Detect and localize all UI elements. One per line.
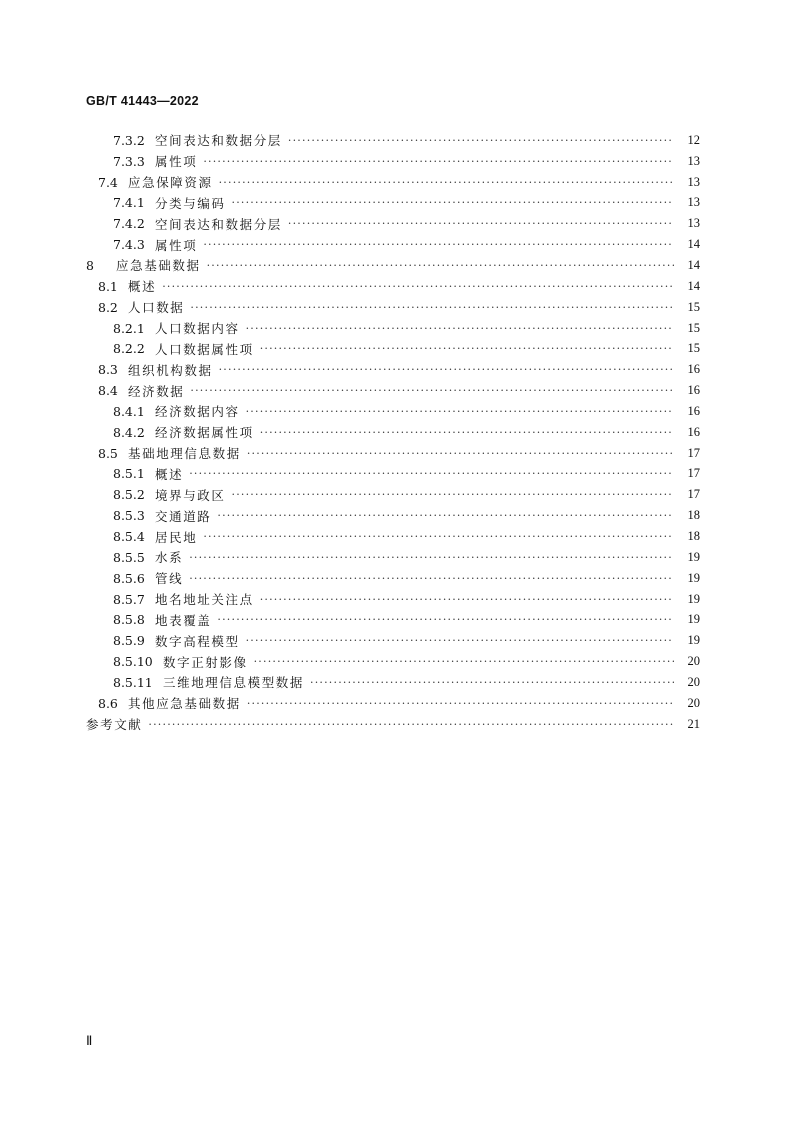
toc-entry-page: 17: [687, 466, 700, 481]
toc-entry-number: 8.5.7: [113, 591, 145, 607]
toc-entry[interactable]: [113, 401, 700, 422]
toc-entry[interactable]: [113, 568, 700, 589]
toc-leader-dots: [232, 197, 674, 208]
toc-entry-title: 居民地: [155, 529, 198, 545]
toc-entry-page: 19: [687, 570, 700, 585]
toc-entry-page: 20: [687, 695, 700, 710]
toc-entry-number: 7.3.3: [113, 153, 145, 169]
toc-entry[interactable]: [113, 213, 700, 234]
toc-entry-number: 8.5.11: [113, 674, 153, 690]
toc-entry-page: 15: [687, 341, 700, 356]
toc-entry-page: 17: [687, 445, 700, 460]
toc-leader-dots: [247, 698, 674, 709]
toc-entry-title: 数字正射影像: [163, 654, 248, 670]
page-number-footer: Ⅱ: [86, 1033, 93, 1048]
toc-entry[interactable]: [98, 359, 700, 380]
toc-entry[interactable]: [113, 505, 700, 526]
toc-entry-number: 8.3: [98, 362, 118, 378]
toc-entry[interactable]: [113, 339, 700, 360]
toc-entry-number: 8.5.8: [113, 612, 145, 628]
toc-entry-title: 交通道路: [155, 508, 212, 524]
toc-entry-title: 属性项: [155, 237, 198, 253]
toc-entry-number: 8.2.2: [113, 341, 145, 357]
toc-entry[interactable]: [113, 318, 700, 339]
toc-entry-title: 经济数据: [128, 383, 185, 399]
toc-entry-title: 经济数据属性项: [155, 425, 254, 441]
document-code-header: GB/T 41443—2022: [86, 94, 199, 108]
toc-leader-dots: [148, 719, 674, 730]
toc-entry-number: 7.4: [98, 174, 118, 190]
toc-leader-dots: [254, 656, 674, 667]
toc-entry-page: 15: [687, 299, 700, 314]
toc-leader-dots: [219, 177, 674, 188]
toc-entry-title: 空间表达和数据分层: [155, 133, 282, 149]
toc-entry-number: 8.6: [98, 695, 118, 711]
toc-entry[interactable]: [98, 443, 700, 464]
toc-entry-page: 18: [687, 529, 700, 544]
toc-entry[interactable]: [113, 610, 700, 631]
toc-leader-dots: [203, 156, 674, 167]
toc-entry[interactable]: [98, 276, 700, 297]
toc-entry-title: 概述: [155, 466, 184, 482]
toc-entry-number: 8.2: [98, 299, 118, 315]
toc-entry-page: 17: [687, 487, 700, 502]
toc-entry-number: 8: [86, 257, 94, 273]
toc-entry[interactable]: [113, 151, 700, 172]
toc-leader-dots: [217, 510, 674, 521]
toc-entry[interactable]: [113, 422, 700, 443]
toc-entry-page: 13: [687, 174, 700, 189]
toc-entry-number: 7.3.2: [113, 132, 145, 148]
toc-entry-number: 8.4: [98, 383, 118, 399]
toc-leader-dots: [203, 531, 674, 542]
toc-entry-page: 20: [687, 674, 700, 689]
toc-leader-dots: [232, 489, 674, 500]
toc-entry-number: 8.5.9: [113, 633, 145, 649]
toc-entry-page: 21: [687, 716, 700, 731]
toc-leader-dots: [190, 302, 674, 313]
toc-entry-title: 基础地理信息数据: [128, 446, 241, 462]
toc-entry-number: 8.5.5: [113, 549, 145, 565]
toc-entry-number: 8.5.3: [113, 508, 145, 524]
toc-entry-title: 组织机构数据: [128, 362, 213, 378]
toc-entry-page: 16: [687, 383, 700, 398]
toc-entry[interactable]: [98, 297, 700, 318]
toc-entry[interactable]: [113, 484, 700, 505]
toc-entry-title: 地表覆盖: [155, 612, 212, 628]
toc-entry-title: 应急基础数据: [116, 258, 201, 274]
toc-entry-page: 18: [687, 508, 700, 523]
toc-entry-number: 8.5.4: [113, 529, 145, 545]
toc-entry[interactable]: [113, 464, 700, 485]
toc-leader-dots: [189, 468, 674, 479]
toc-leader-dots: [260, 427, 674, 438]
toc-entry[interactable]: [113, 547, 700, 568]
toc-leader-dots: [310, 677, 674, 688]
toc-entry[interactable]: [98, 693, 700, 714]
toc-entry-title: 人口数据属性项: [155, 341, 254, 357]
toc-entry[interactable]: [113, 130, 700, 151]
toc-entry-page: 13: [687, 153, 700, 168]
toc-entry-title: 概述: [128, 279, 157, 295]
toc-leader-dots: [260, 594, 674, 605]
toc-leader-dots: [162, 281, 674, 292]
toc-entry-page: 14: [687, 237, 700, 252]
toc-leader-dots: [189, 573, 674, 584]
toc-entry-page: 15: [687, 320, 700, 335]
toc-leader-dots: [260, 343, 674, 354]
toc-entry[interactable]: [113, 630, 700, 651]
toc-entry[interactable]: [86, 714, 700, 735]
toc-entry-number: 7.4.1: [113, 195, 145, 211]
toc-entry-page: 14: [687, 257, 700, 272]
toc-entry[interactable]: [86, 255, 700, 276]
toc-entry-title: 经济数据内容: [155, 404, 240, 420]
toc-entry[interactable]: [98, 172, 700, 193]
toc-entry-title: 应急保障资源: [128, 175, 213, 191]
toc-entry-title: 水系: [155, 550, 184, 566]
toc-entry-page: 13: [687, 216, 700, 231]
toc-leader-dots: [219, 364, 674, 375]
toc-entry-page: 19: [687, 549, 700, 564]
toc-entry-number: 7.4.3: [113, 237, 145, 253]
toc-leader-dots: [288, 135, 674, 146]
toc-entry-title: 三维地理信息模型数据: [163, 675, 305, 691]
toc-leader-dots: [203, 239, 674, 250]
toc-entry-page: 19: [687, 633, 700, 648]
toc-leader-dots: [207, 260, 674, 271]
toc-entry-page: 20: [687, 654, 700, 669]
toc-entry-title: 数字高程模型: [155, 633, 240, 649]
toc-entry-number: 8.5.2: [113, 487, 145, 503]
toc-entry-page: 16: [687, 403, 700, 418]
toc-entry-number: 8.5.1: [113, 466, 145, 482]
toc-entry-number: 8.5: [98, 445, 118, 461]
toc-entry[interactable]: [113, 193, 700, 214]
toc-entry[interactable]: [113, 672, 700, 693]
toc-entry-title: 属性项: [155, 154, 198, 170]
toc-entry-page: 19: [687, 591, 700, 606]
toc-leader-dots: [217, 614, 674, 625]
toc-entry-title: 参考文献: [86, 717, 143, 733]
toc-entry-title: 境界与政区: [155, 487, 226, 503]
toc-entry-number: 8.5.6: [113, 570, 145, 586]
toc-entry[interactable]: [113, 234, 700, 255]
toc-entry-page: 12: [687, 132, 700, 147]
toc-entry-number: 8.2.1: [113, 320, 145, 336]
toc-entry-number: 8.1: [98, 278, 118, 294]
toc-entry-title: 其他应急基础数据: [128, 696, 241, 712]
toc-leader-dots: [190, 385, 674, 396]
toc-leader-dots: [246, 406, 674, 417]
toc-entry-title: 地名地址关注点: [155, 592, 254, 608]
toc-entry[interactable]: [113, 589, 700, 610]
toc-entry-title: 人口数据内容: [155, 321, 240, 337]
toc-entry-title: 分类与编码: [155, 195, 226, 211]
toc-entry-number: 8.4.1: [113, 403, 145, 419]
toc-entry[interactable]: [113, 651, 700, 672]
toc-entry-page: 13: [687, 195, 700, 210]
toc-entry-title: 空间表达和数据分层: [155, 216, 282, 232]
toc-entry-page: 16: [687, 424, 700, 439]
toc-entry-number: 7.4.2: [113, 216, 145, 232]
toc-entry-title: 管线: [155, 571, 184, 587]
toc-entry-page: 19: [687, 612, 700, 627]
toc-leader-dots: [246, 635, 674, 646]
toc-leader-dots: [288, 218, 674, 229]
toc-entry-number: 8.5.10: [113, 654, 153, 670]
toc-entry-page: 16: [687, 362, 700, 377]
toc-entry-title: 人口数据: [128, 300, 185, 316]
toc-leader-dots: [246, 323, 674, 334]
toc-entry[interactable]: [98, 380, 700, 401]
toc-leader-dots: [189, 552, 674, 563]
toc-entry[interactable]: [113, 526, 700, 547]
toc-entry-number: 8.4.2: [113, 424, 145, 440]
toc-entry-page: 14: [687, 278, 700, 293]
toc-leader-dots: [247, 448, 674, 459]
